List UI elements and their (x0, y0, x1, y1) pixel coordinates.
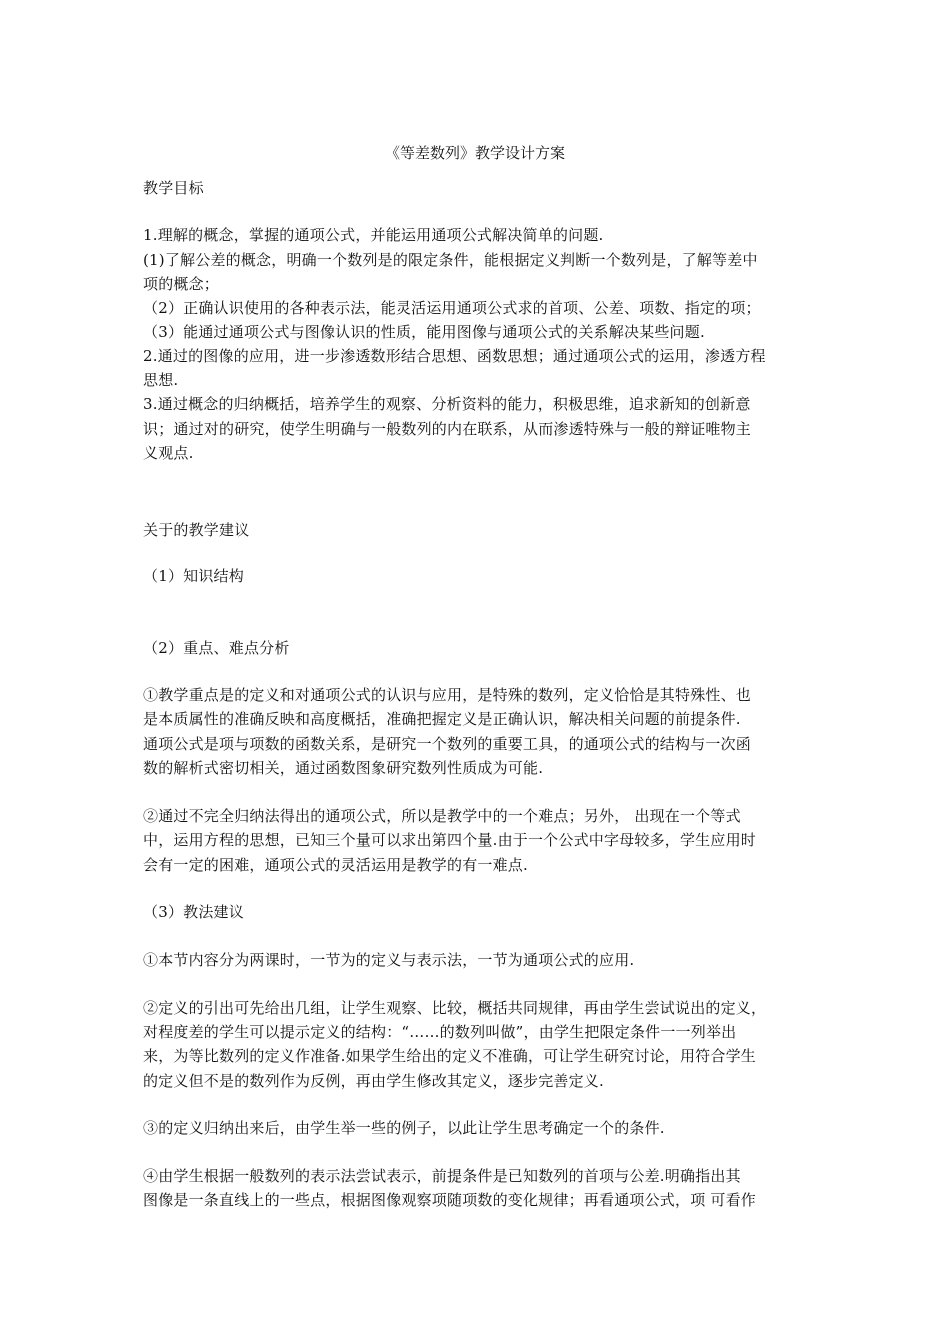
text-line: 识；通过对的研究，使学生明确与一般数列的内在联系，从而渗透特殊与一般的辩证唯物主 (143, 420, 752, 438)
text-line: 义观点. (143, 444, 194, 462)
text-line: 项的概念； (143, 275, 220, 293)
section-heading-objectives: 教学目标 (143, 179, 204, 197)
document-title: 《等差数列》教学设计方案 (384, 144, 565, 162)
text-line: 数的解析式密切相关，通过函数图象研究数列性质成为可能. (143, 759, 544, 777)
text-line: 是本质属性的准确反映和高度概括，准确把握定义是正确认识，解决相关问题的前提条件. (143, 710, 741, 728)
text-line: 中，运用方程的思想，已知三个量可以求出第四个量.由于一个公式中字母较多，学生应用时 (143, 831, 756, 849)
text-line: ③的定义归纳出来后，由学生举一些的例子，以此让学生思考确定一个的条件. (143, 1119, 665, 1137)
text-line: 对程度差的学生可以提示定义的结构：“……的数列叫做”，由学生把限定条件一一列举出 (143, 1023, 737, 1041)
text-line: 思想. (143, 371, 179, 389)
text-line: 图像是一条直线上的一些点，根据图像观察项随项数的变化规律；再看通项公式，项 可看作 (143, 1191, 756, 1209)
subsection-heading-key-points: （2）重点、难点分析 (143, 639, 290, 657)
section-heading-suggestions: 关于的教学建议 (143, 521, 250, 539)
text-line: 1.理解的概念，掌握的通项公式，并能运用通项公式解决简单的问题. (143, 226, 604, 244)
text-line: 2.通过的图像的应用，进一步渗透数形结合思想、函数思想；通过通项公式的运用，渗透方程 (143, 347, 766, 365)
text-line: ④由学生根据一般数列的表示法尝试表示，前提条件是已知数列的首项与公差.明确指出其 (143, 1167, 741, 1185)
subsection-heading-teaching-method: （3）教法建议 (143, 903, 244, 921)
text-line: ①本节内容分为两课时，一节为的定义与表示法，一节为通项公式的应用. (143, 951, 635, 969)
text-line: ①教学重点是的定义和对通项公式的认识与应用，是特殊的数列，定义恰恰是其特殊性、也 (143, 686, 752, 704)
text-line: 通项公式是项与项数的函数关系，是研究一个数列的重要工具，的通项公式的结构与一次函 (143, 735, 752, 753)
text-line: 来，为等比数列的定义作准备.如果学生给出的定义不准确，可让学生研究讨论，用符合学生 (143, 1047, 756, 1065)
text-line: ②定义的引出可先给出几组，让学生观察、比较，概括共同规律，再由学生尝试说出的定义， (143, 999, 767, 1017)
text-line: （3）能通过通项公式与图像认识的性质，能用图像与通项公式的关系解决某些问题. (143, 323, 705, 341)
text-line: （2）正确认识使用的各种表示法，能灵活运用通项公式求的首项、公差、项数、指定的项； (143, 299, 761, 317)
text-line: (1)了解公差的概念，明确一个数列是的限定条件，能根据定义判断一个数列是，了解等差中 (143, 251, 758, 269)
text-line: 会有一定的困难，通项公式的灵活运用是教学的有一难点. (143, 856, 528, 874)
text-line: ②通过不完全归纳法得出的通项公式，所以是教学中的一个难点；另外， 出现在一个等式 (143, 807, 741, 825)
text-line: 3.通过概念的归纳概括，培养学生的观察、分析资料的能力，积极思维，追求新知的创新意 (143, 395, 751, 413)
text-line: 的定义但不是的数列作为反例，再由学生修改其定义，逐步完善定义. (143, 1072, 604, 1090)
subsection-heading-knowledge: （1）知识结构 (143, 567, 244, 585)
